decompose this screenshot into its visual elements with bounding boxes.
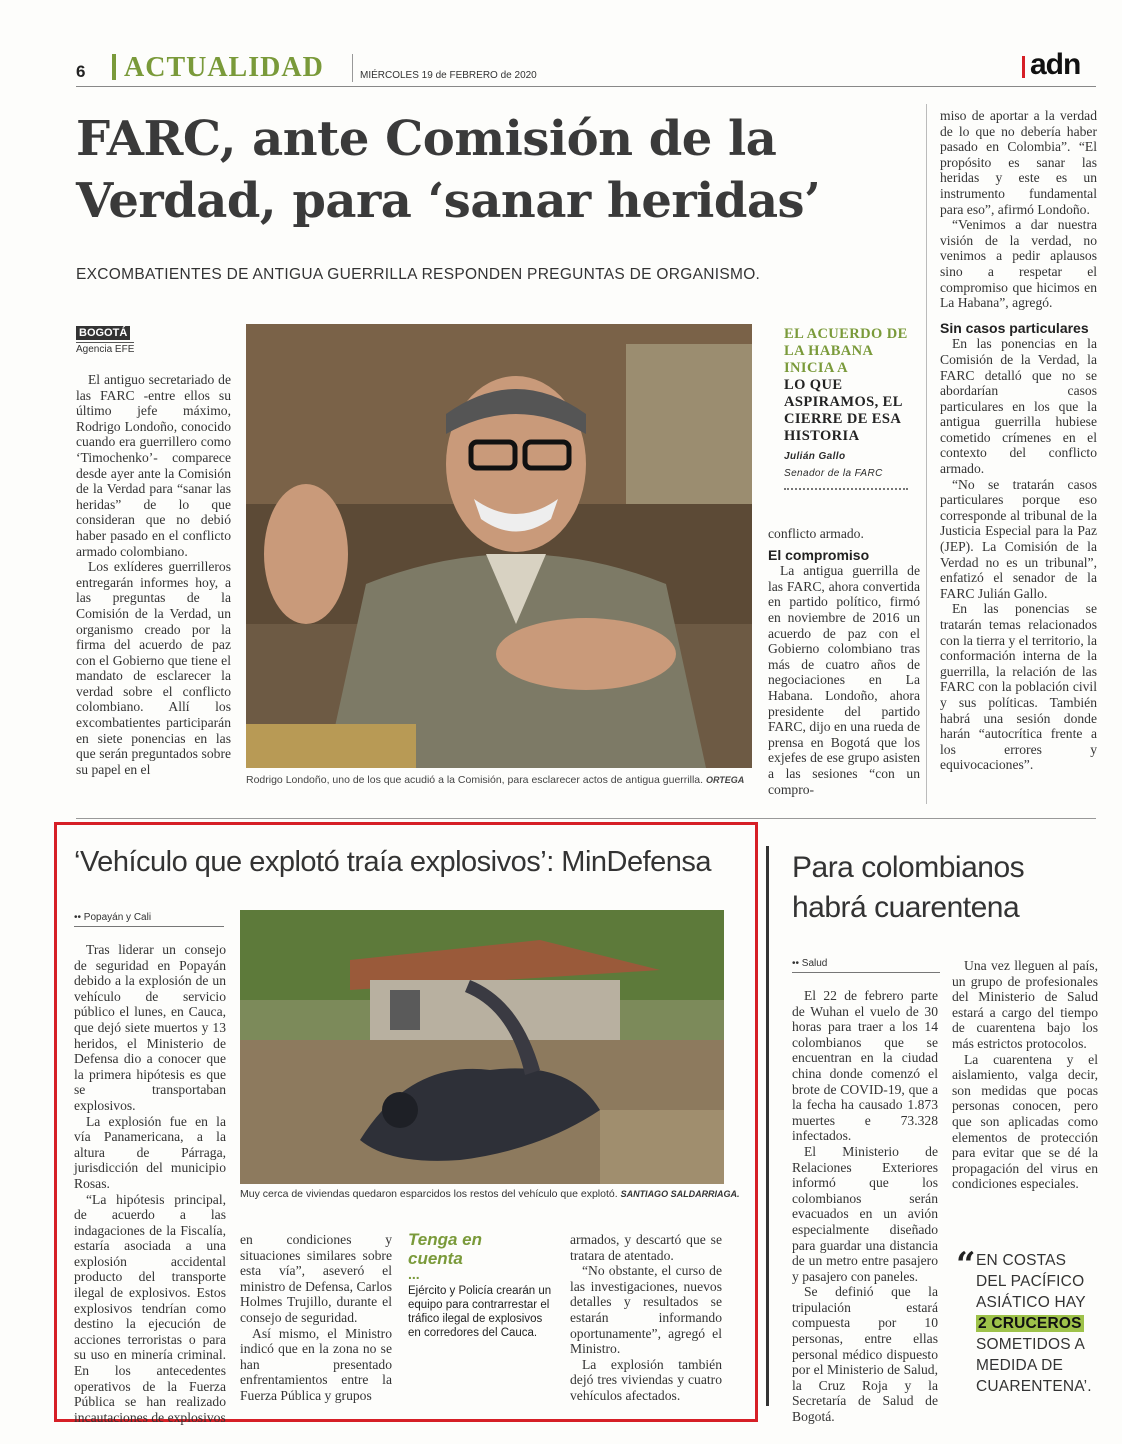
cuarentena-pull-quote: [976, 1250, 1096, 1397]
quote-text: SOMETIDOS A MEDIDA DE CUARENTENA’.: [976, 1336, 1092, 1395]
farc-location: BOGOTÁ: [76, 326, 130, 340]
section-divider: [112, 54, 116, 80]
londono-caption: [246, 774, 744, 786]
tenga-en-cuenta-box: [408, 1230, 556, 1380]
vehiculo-column-4: [570, 1232, 722, 1404]
section-title: ACTUALIDAD: [124, 52, 324, 83]
farc-column-1: [76, 372, 231, 777]
vehiculo-paragraph: “La hipótesis principal, de acuerdo a las indagaciones de la Fiscalía, estaría asociada a una explosión accidental producto del transporte ilegal de explosivos. Estos explosivos tendrían como destino la ejecución de acciones terroristas o para su uso en minería criminal. En los antecedentes operativos de la Fuerza Pública se han realizado incautaciones de explosivos: [74, 1191, 226, 1425]
quote-highlight: 2 CRUCEROS: [978, 1315, 1082, 1332]
location-rule: [792, 972, 940, 973]
farc-subheading: El compromiso: [768, 546, 870, 563]
vehiculo-paragraph: en condiciones y situaciones similares sobre esta vía”, aseveró el ministro de Defensa, Carlos Holmes Trujillo, durante el consejo de seguridad.: [240, 1232, 392, 1325]
cuarentena-column-2: [952, 958, 1098, 1192]
vehiculo-paragraph: armados, y descartó que se tratara de atentado.: [570, 1232, 722, 1263]
caption-text: Muy cerca de viviendas quedaron esparcidos los restos del vehículo que explotó.: [240, 1188, 618, 1200]
section-rule: [76, 818, 1096, 819]
cuarentena-column-1: [792, 988, 938, 1425]
issue-date: MIÉRCOLES 19 de FEBRERO de 2020: [360, 70, 537, 81]
farc-column-4: [940, 108, 1097, 773]
brand-logo: adn: [1030, 48, 1081, 81]
location-text: Popayán y Cali: [83, 912, 152, 923]
box-text: Ejército y Policía crearán un equipo para contrarrestar el tráfico ilegal de explosivos en corredores del Cauca.: [408, 1285, 552, 1339]
article-divider: [766, 846, 769, 1406]
caption-text: Rodrigo Londoño, uno de los que acudió a la Comisión, para esclarecer actos de antigua guerrilla.: [246, 774, 704, 786]
vehiculo-column-1: [74, 942, 226, 1425]
cuarentena-paragraph: El Ministerio de Relaciones Exteriores informó que los colombianos serán evacuados en un avión especialmente diseñado para guardar una distancia de un metro entre pasajero y pasajero con paneles.: [792, 1143, 938, 1284]
explosion-caption: [240, 1188, 740, 1200]
farc-paragraph: “No se tratarán casos particulares porque eso corresponde al tribunal de la Justicia Especial para la Paz (JEP). La Comisión de la Verdad no es un tribunal”, enfatizó el senador de la FARC Julián Gallo.: [940, 476, 1097, 601]
box-dots: ...: [408, 1266, 420, 1282]
box-title: Tenga en cuenta: [408, 1230, 482, 1268]
quote-mark-icon: “: [956, 1245, 976, 1285]
farc-headline: [76, 108, 820, 232]
vehiculo-paragraph: “No obstante, el curso de las investigaciones, nuevos detalles y resultados se estarán informando oportunamente”, agregó el Ministro.: [570, 1263, 722, 1357]
location-text: Salud: [801, 958, 828, 969]
farc-paragraph: Los exlíderes guerrilleros entregarán informes hoy, a las preguntas de la Comisión de la Verdad, un organismo creado por la firma del acuerdo de paz con el Gobierno que tiene el mandato de esclarecer la verdad sobre el conflicto colombiano. Allí los excombatientes participarán en siete ponencias en las que serán preguntados sobre su papel en el: [76, 559, 231, 777]
quote-role: Senador de la FARC: [784, 468, 883, 479]
page-number: 6: [76, 62, 86, 81]
explosion-photo-illustration: [240, 910, 724, 1184]
location-rule: [74, 926, 224, 927]
quote-text-dark: LO QUE ASPIRAMOS, EL CIERRE DE ESA HISTORIA: [784, 377, 902, 444]
quote-text-green: EL ACUERDO DE LA HABANA INICIA A: [784, 326, 908, 376]
quote-text: EN COSTAS DEL PACÍFICO ASIÁTICO HAY: [976, 1252, 1086, 1311]
farc-column-3: [768, 526, 920, 797]
column-rule: [926, 104, 927, 804]
quote-author: Julián Gallo: [784, 451, 846, 462]
farc-paragraph: La antigua guerrilla de las FARC, ahora convertida en partido político, firmó en noviembre de 2016 un acuerdo de paz con el Gobierno colombiano tras más de cuatro años de negociaciones en La Habana. Londoño, ahora presidente del partido FARC, dijo en una rueda de prensa en Bogotá que los exjefes de ese grupo asisten a las sesiones “con un compro-: [768, 563, 920, 797]
farc-headline-line-2: Verdad, para ‘sanar heridas’: [76, 173, 821, 229]
header-rule: [76, 86, 1096, 87]
londono-photo-illustration: [246, 324, 752, 768]
quote-dotted-rule: [784, 488, 908, 490]
vehiculo-paragraph: La explosión fue en la vía Panamericana, a la altura de Párraga, jurisdicción del municipio Rosas.: [74, 1113, 226, 1191]
farc-paragraph: El antiguo secretariado de las FARC -entre ellos su último jefe máximo, Rodrigo Londoño, conocido cuando era guerrillero como ‘Timochenko’- comparece desde ayer ante la Comisión de la Verdad para “sanar las heridas” de lo que consideran que no debió haber pasado en el conflicto armado colombiano.: [76, 372, 231, 559]
farc-agency: Agencia EFE: [76, 344, 135, 355]
brand-mark: [1022, 56, 1025, 78]
farc-subhead: EXCOMBATIENTES DE ANTIGUA GUERRILLA RESPONDEN PREGUNTAS DE ORGANISMO.: [76, 266, 761, 283]
cuarentena-paragraph: Se definió que la tripulación estará compuesta por 10 personas, entre ellas personal médico dispuesto por el Ministerio de Salud, la Cruz Roja y la Secretaría de Salud de Bogotá.: [792, 1284, 938, 1425]
cuarentena-paragraph: El 22 de febrero parte de Wuhan el vuelo de 30 horas para traer a los 14 colombianos que se encuentran en la ciudad china donde comenzó el brote de COVID-19, que a la fecha ha causado 1.873 muertes e 73.328 infectados.: [792, 988, 938, 1144]
explosion-photo: [240, 910, 724, 1184]
photo-credit: ORTEGA: [705, 775, 745, 785]
cuarentena-paragraph: La cuarentena y el aislamiento, valga decir, son medidas que pocas personas conocen, pero que son aplicadas como elementos de protección para evitar que se dé la propagación del virus en condiciones especiales.: [952, 1051, 1098, 1192]
farc-paragraph: “Venimos a dar nuestra visión de la verdad, no venimos a pedir aplausos sino a respetar el compromiso que hicimos en La Habana”, agregó.: [940, 217, 1097, 311]
farc-paragraph: miso de aportar a la verdad de lo que no debería haber pasado en Colombia”. “El propósito es sanar las heridas y este es un instrumento fundamental para eso”, afirmó Londoño.: [940, 108, 1097, 217]
vehiculo-paragraph: Así mismo, el Ministro indicó que en la zona no se han presentado enfrentamientos entre la Fuerza Pública y grupos: [240, 1325, 392, 1403]
farc-subheading: Sin casos particulares: [940, 319, 1089, 336]
farc-paragraph: En las ponencias en la Comisión de la Verdad, la FARC detalló que no se abordarían casos particulares en los que la antigua guerrilla hubiese cometido crímenes en el contexto del conflicto armado.: [940, 336, 1097, 477]
cuarentena-location: •• Salud: [792, 958, 828, 969]
header-divider: [352, 54, 353, 82]
farc-paragraph: En las ponencias se tratarán temas relacionados con la tierra y el territorio, la conformación interna de la guerrilla, la relación de las FARC con la población civil y sus políticas. También habrá una sesión donde harán “autocrítica frente a los errores y equivocaciones”.: [940, 601, 1097, 773]
cuarentena-headline: Para colombianos habrá cuarentena: [792, 851, 1025, 924]
cuarentena-paragraph: Una vez lleguen al país, un grupo de profesionales del Ministerio de Salud estará a cargo del tiempo de cuarentena bajo los más estrictos protocolos.: [952, 958, 1098, 1051]
vehiculo-location: •• Popayán y Cali: [74, 912, 152, 923]
vehiculo-column-2: [240, 1232, 392, 1404]
photo-credit: SANTIAGO SALDARRIAGA.: [620, 1189, 740, 1199]
vehiculo-paragraph: Tras liderar un consejo de seguridad en Popayán debido a la explosión de un vehículo de servicio público el lunes, en Cauca, que dejó siete muertos y 13 heridos, el Ministerio de Defensa dio a conocer que la primera hipótesis es que se transportaban explosivos.: [74, 942, 226, 1113]
vehiculo-paragraph: La explosión también dejó tres viviendas y cuatro vehículos afectados.: [570, 1356, 722, 1403]
farc-pull-quote: [784, 326, 924, 490]
londono-photo: [246, 324, 752, 768]
farc-headline-line-1: FARC, ante Comisión de la: [76, 111, 777, 167]
vehiculo-headline: ‘Vehículo que explotó traía explosivos’: MinDefensa: [74, 846, 712, 878]
farc-paragraph: conflicto armado.: [768, 526, 864, 541]
